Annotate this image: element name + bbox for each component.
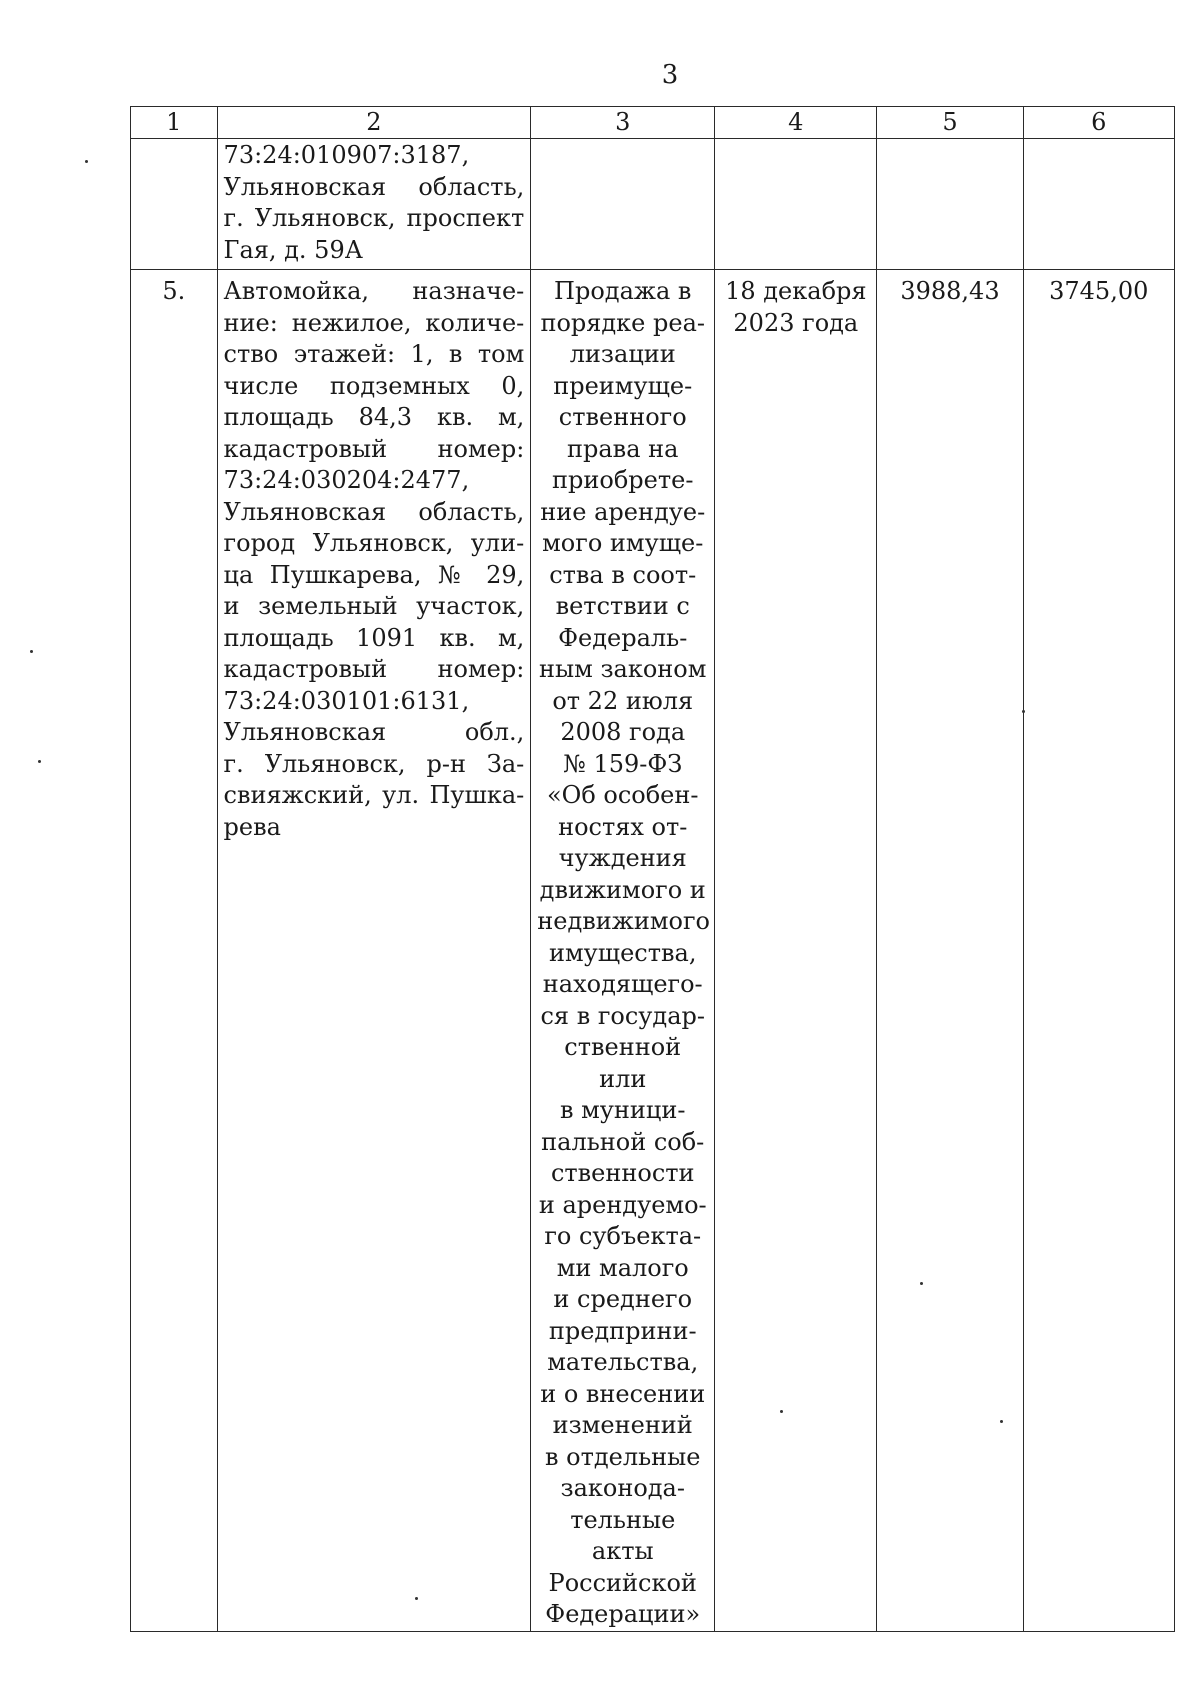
row-col5-value-cell: 3988,43 [877,270,1023,1632]
header-cell-6: 6 [1023,107,1175,139]
row-description-cell [217,270,531,1632]
text-line: Ульяновская обл., [223,718,525,746]
text-line: мого имуще- [542,529,704,557]
continued-number-cell [131,139,218,270]
text-line: ностях от- [558,812,688,841]
header-cell-1: 1 [131,107,218,139]
text-line: в муници- [560,1096,686,1124]
text-line: числе подземных 0, [223,371,525,400]
text-line: Федерации» [545,1600,701,1628]
table-header-row [131,107,1175,139]
text-line: № 159-ФЗ [563,749,683,778]
continued-description-cell [217,139,531,270]
table-row-continued [131,139,1175,270]
text-line: имущества, [549,938,697,967]
row-number-cell: 5. [131,270,218,1632]
text-line: и земельный участок, [223,592,525,620]
row-sale-method-cell [531,270,715,1632]
scan-speck [920,1282,923,1285]
text-line: мательства, [547,1348,699,1376]
text-line: площадь 84,3 кв. м, [223,403,525,431]
text-line: ным законом [539,655,707,683]
text-line: Ульяновская область, [223,497,525,526]
text-line: предприни- [548,1316,697,1345]
scan-speck [1000,1420,1003,1423]
text-line: тельные акты [570,1505,676,1565]
text-line: ственного [558,403,687,431]
text-line: лизации [569,340,676,368]
text-line: 73:24:030204:2477, [223,466,470,494]
text-line: ства в соот- [549,560,697,589]
text-line: изменений [552,1411,693,1439]
text-line: и о внесении [540,1379,706,1408]
text-line: ние арендуе- [540,497,706,526]
text-line: чуждения [558,844,687,872]
text-line: 2008 года [560,718,686,746]
text-line: Федераль- [558,623,688,652]
text-line: «Об особен- [546,781,699,809]
text-line: кадастровый номер: [223,434,525,463]
text-line: 2023 года [733,308,859,337]
text-line: кадастровый номер: [223,655,525,683]
page-number: 3 [661,60,679,90]
text-line: законода- [560,1474,685,1502]
table-row-5 [131,270,1175,1632]
text-line: г. Ульяновск, р-н За- [223,749,525,778]
text-line: находящего- [542,970,703,998]
continued-col6-cell [1023,139,1175,270]
text-line: и среднего [553,1285,693,1313]
text-line: площадь 1091 кв. м, [223,623,525,652]
text-line: приобрете- [552,466,694,494]
text-line: и арендуемо- [538,1190,707,1219]
text-line: ство этажей: 1, в том [223,340,525,368]
header-cell-4: 4 [715,107,877,139]
text-line: недвижимого [537,907,710,935]
scan-speck [1022,710,1025,713]
text-line: Гая, д. 59А [223,235,363,264]
text-line: 73:24:010907:3187, [223,141,470,169]
text-line: 18 декабря [725,277,867,305]
text-line: от 22 июля [552,686,694,715]
text-line: ца Пушкарева, № 29, [223,560,525,589]
scan-speck [85,160,88,163]
text-line: в отдельные [545,1442,701,1471]
header-cell-3: 3 [531,107,715,139]
scan-speck [38,760,41,763]
text-line: ственности [550,1159,695,1187]
text-line: 73:24:030101:6131, [223,686,470,715]
continued-date-cell [715,139,877,270]
text-line: порядке реа- [540,308,705,337]
scan-speck [415,1597,418,1600]
text-line: рева [223,812,281,841]
text-line: права на [567,434,679,463]
text-line: ся в государ- [540,1001,705,1030]
header-cell-5: 5 [877,107,1023,139]
text-line: город Ульяновск, ули- [223,529,525,557]
header-cell-2: 2 [217,107,531,139]
text-line: Автомойка, назначе- [223,277,525,305]
row-date-cell [715,270,877,1632]
continued-method-cell [531,139,715,270]
scan-speck [780,1410,783,1413]
text-line: преимуще- [553,371,693,400]
scan-speck [30,650,33,653]
text-line: ветствии с [555,592,690,620]
text-line: г. Ульяновск, проспект [223,204,525,232]
text-line: пальной соб- [541,1127,705,1156]
property-table [130,106,1175,1632]
text-line: го субъекта- [544,1222,702,1250]
text-line: ственной или [564,1033,682,1093]
text-line: ми малого [556,1253,689,1282]
text-line: движимого и [539,875,706,904]
text-line: свияжский, ул. Пушка- [223,781,525,809]
text-line: Продажа в [554,277,692,305]
row-col6-value-cell: 3745,00 [1023,270,1175,1632]
text-line: ние: нежилое, количе- [223,308,525,337]
text-line: Российской [548,1568,697,1597]
continued-col5-cell [877,139,1023,270]
text-line: Ульяновская область, [223,172,525,201]
